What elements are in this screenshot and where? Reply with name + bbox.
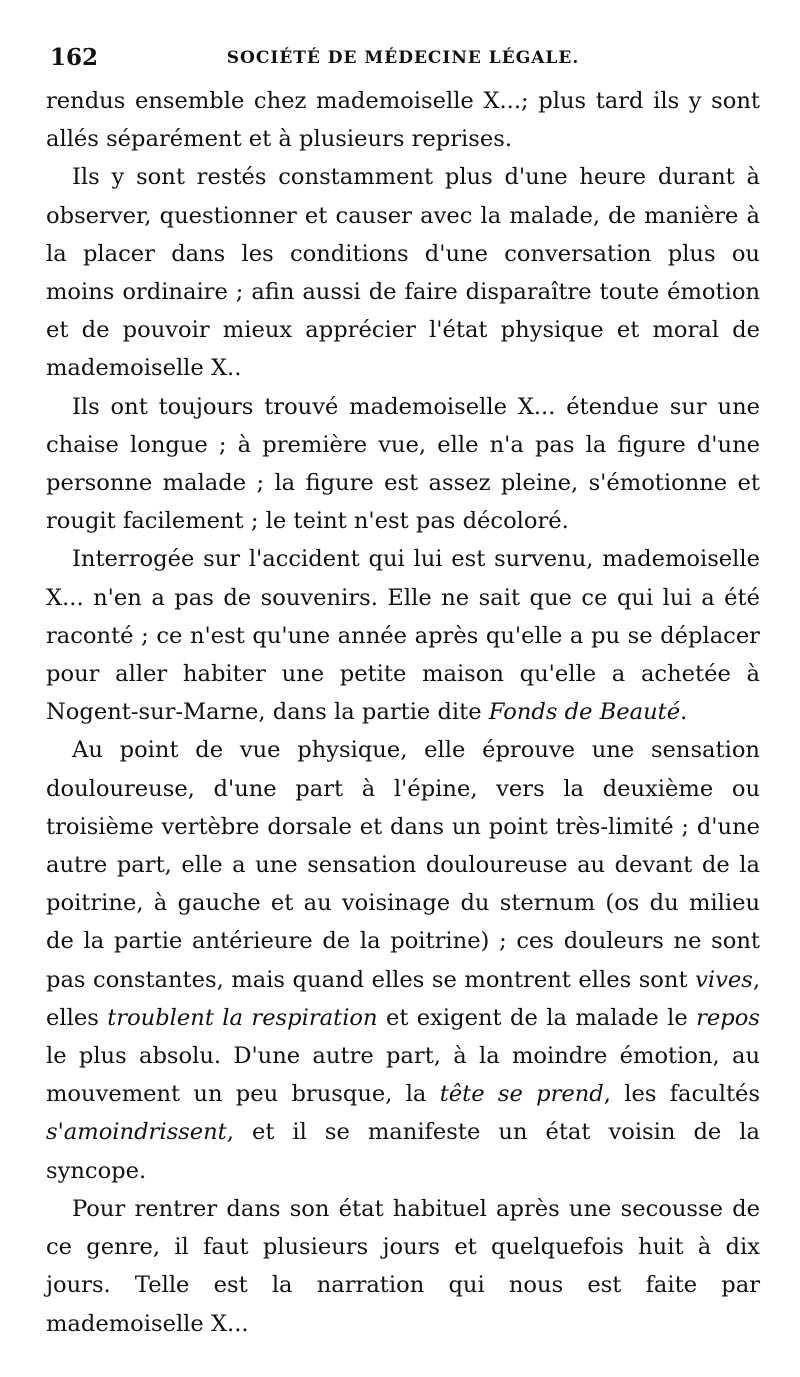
page-number: 162 [50,44,99,71]
text-run: et exigent de la malade le [377,1004,697,1031]
paragraph [46,731,760,1189]
text-run: Ils y sont restés constamment plus d'une heure durant à observer, questionner et causer avec la malade, de manière à la placer dans les conditions d'une conversation plus ou moins ordinaire ; afin aussi de faire disparaître toute émotion et de pouvoir mieux apprécier l'état physique et moral de mademoiselle X.. [46,164,760,382]
text-run: le plus absolu. D'une autre part, à la moindre émotion, au mouvement un peu brusque, la [46,1043,760,1108]
italic-text: troublent la respiration [107,1004,378,1031]
text-run: Interrogée sur l'accident qui lui est survenu, mademoiselle X... n'en a pas de souvenirs. Elle ne sait que ce qui lui a été raconté ; ce n'est qu'une année après qu'elle a pu se déplacer pour aller habiter une petite maison qu'elle a achetée à Nogent-sur-Marne, dans la partie dite [46,546,760,726]
paragraph [46,1190,760,1343]
text-run: Pour rentrer dans son état habituel après une secousse de ce genre, il faut plusieurs jours et quelquefois huit à dix jours. Telle est la narration qui nous est faite par mademoiselle X... [46,1195,760,1337]
paragraph [46,388,760,541]
text-run: Au point de vue physique, elle éprouve une sensation douloureuse, d'une part à l'épine, vers la deuxième ou troisième vertèbre dorsale et dans un point très-limité ; d'une autre part, elle a une sensation douloureuse au devant de la poitrine, à gauche et au voisinage du sternum (os du milieu de la partie antérieure de la poitrine) ; ces douleurs ne sont pas constantes, mais quand elles se montrent elles sont [46,737,760,993]
text-run: , et il se manifeste un état voisin de la syncope. [46,1119,760,1184]
text-run: . [680,699,688,726]
body-text [46,82,760,1343]
text-run: rendus ensemble chez mademoiselle X...; plus tard ils y sont allés séparément et à plusieurs reprises. [46,88,760,153]
paragraph [46,158,760,387]
running-head [46,38,760,78]
paragraph [46,540,760,731]
text-run: , les facultés [603,1081,760,1108]
italic-text: tête se prend [439,1081,604,1108]
text-run: , elles [46,966,760,1031]
italic-text: vives [695,966,753,993]
running-title: SOCIÉTÉ DE MÉDECINE LÉGALE. [226,48,580,68]
italic-text: s'amoindrissent [46,1119,227,1146]
italic-text: repos [696,1004,760,1031]
paragraph [46,82,760,158]
italic-text: Fonds de Beauté [488,699,681,726]
text-run: Ils ont toujours trouvé mademoiselle X... étendue sur une chaise longue ; à première vue, elle n'a pas la figure d'une personne malade ; la figure est assez pleine, s'émotionne et rougit facilement ; le teint n'est pas décoloré. [46,393,760,535]
